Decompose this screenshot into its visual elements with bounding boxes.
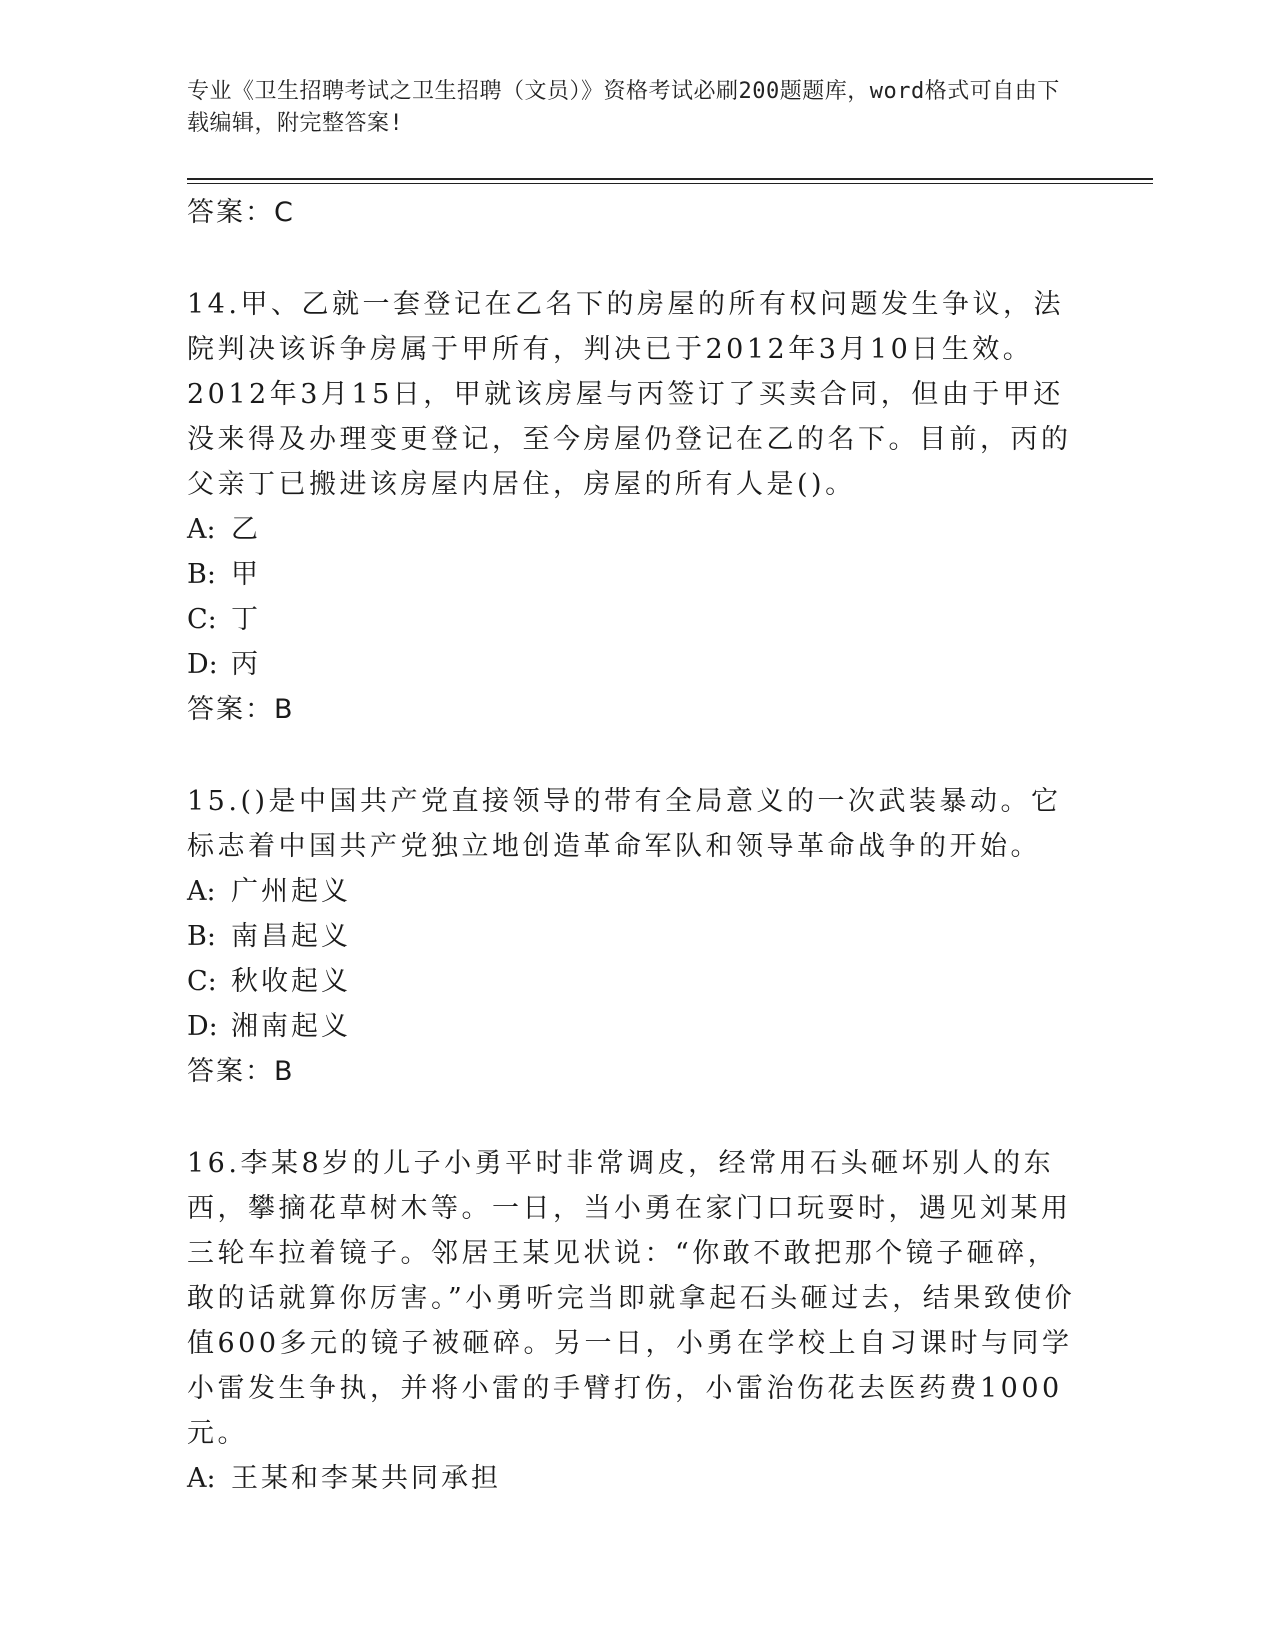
option-16-a	[187, 1456, 1077, 1501]
option-letter: C:	[187, 966, 217, 997]
question-gap	[187, 733, 1077, 779]
option-text: 甲	[231, 559, 261, 590]
option-text: 秋收起义	[231, 966, 351, 997]
header-rule-thin	[187, 183, 1153, 184]
answer-15: 答案：B	[187, 1056, 295, 1087]
answer-13: 答案：C	[187, 197, 295, 228]
header-rule-thick	[187, 178, 1153, 180]
option-15-b	[187, 914, 1077, 959]
question-text-16: 16.李某8岁的儿子小勇平时非常调皮，经常用石头砸坏别人的东西，攀摘花草树木等。一日，当小勇在家门口玩耍时，遇见刘某用三轮车拉着镜子。邻居王某见状说：“你敢不敢把那个镜子砸碎，敢的话就算你厉害。”小勇听完当即就拿起石头砸过去，结果致使价值600多元的镜子被砸碎。另一日，小勇在学校上自习课时与同学小雷发生争执，并将小雷的手臂打伤，小雷治伤花去医药费1000元。	[187, 1148, 1076, 1449]
option-letter: A:	[187, 1463, 216, 1494]
question-text-14: 14.甲、乙就一套登记在乙名下的房屋的所有权问题发生争议，法院判决该诉争房属于甲所有，判决已于2012年3月10日生效。2012年3月15日，甲就该房屋与丙签订了买卖合同，但由于甲还没来得及办理变更登记，至今房屋仍登记在乙的名下。目前，丙的父亲丁已搬进该房屋内居住，房屋的所有人是()。	[187, 289, 1072, 500]
option-15-c	[187, 959, 1077, 1004]
option-letter: D:	[187, 1011, 218, 1042]
option-text: 乙	[231, 514, 261, 545]
option-text: 丁	[231, 604, 261, 635]
option-text: 广州起义	[231, 876, 351, 907]
option-text: 南昌起义	[231, 921, 351, 952]
question-block-14	[187, 282, 1077, 733]
question-gap	[187, 236, 1077, 282]
option-letter: B:	[187, 559, 216, 590]
question-block-16	[187, 1141, 1077, 1501]
option-text: 湘南起义	[231, 1011, 351, 1042]
option-text: 丙	[231, 649, 261, 680]
option-letter: A:	[187, 876, 216, 907]
option-letter: C:	[187, 604, 217, 635]
document-body	[187, 190, 1077, 1501]
question-gap	[187, 1095, 1077, 1141]
option-text: 王某和李某共同承担	[231, 1463, 501, 1494]
question-text-15: 15.()是中国共产党直接领导的带有全局意义的一次武装暴动。它标志着中国共产党独立地创造革命军队和领导革命战争的开始。	[187, 786, 1062, 862]
option-15-d	[187, 1004, 1077, 1049]
option-14-d	[187, 642, 1077, 687]
option-letter: D:	[187, 649, 218, 680]
option-15-a	[187, 869, 1077, 914]
option-letter: A:	[187, 514, 216, 545]
answer-14: 答案：B	[187, 694, 295, 725]
question-block-15	[187, 779, 1077, 1095]
option-14-a	[187, 507, 1077, 552]
option-14-c	[187, 597, 1077, 642]
document-header	[187, 76, 1067, 140]
option-letter: B:	[187, 921, 216, 952]
option-14-b	[187, 552, 1077, 597]
header-text: 专业《卫生招聘考试之卫生招聘（文员）》资格考试必刷200题题库，word格式可自由下载编辑，附完整答案!	[187, 79, 1060, 136]
